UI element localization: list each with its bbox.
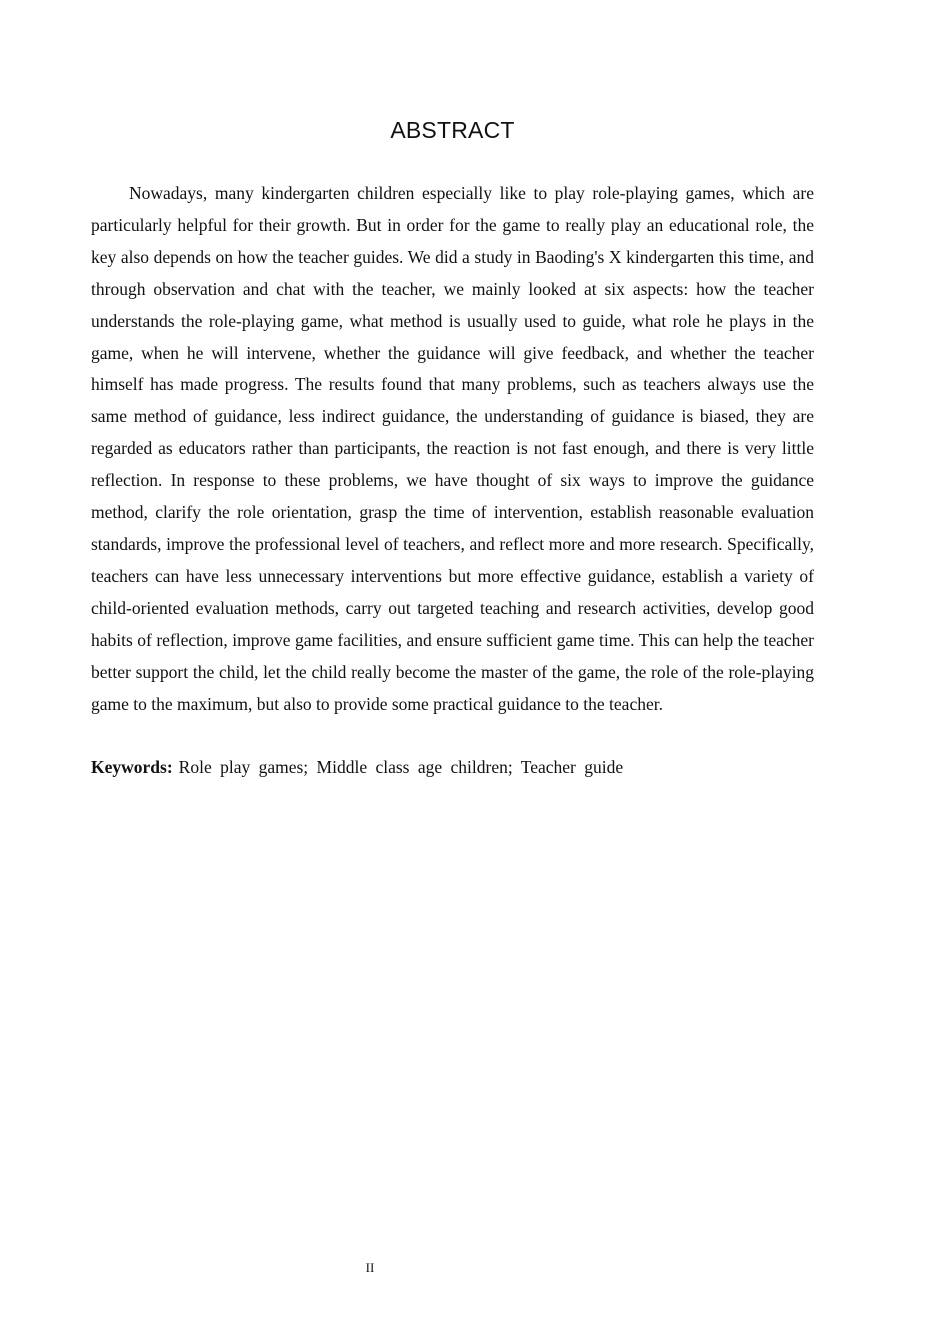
keywords-text: Role play games; Middle class age children; Teacher guide: [178, 757, 624, 777]
abstract-paragraph: Nowadays, many kindergarten children especially like to play role-playing games, which are particularly helpful for their growth. But in order for the game to really play an educational role, the key also depends on how the teacher guides. We did a study in Baoding's X kindergarten this time, and through observation and chat with the teacher, we mainly looked at six aspects: how the teacher understands the role-playing game, what method is usually used to guide, what role he plays in the game, when he will intervene, whether the guidance will give feedback, and whether the teacher himself has made progress. The results found that many problems, such as teachers always use the same method of guidance, less indirect guidance, the understanding of guidance is biased, they are regarded as educators rather than participants, the reaction is not fast enough, and there is very little reflection. In response to these problems, we have thought of six ways to improve the guidance method, clarify the role orientation, grasp the time of intervention, establish reasonable evaluation standards, improve the professional level of teachers, and reflect more and more research. Specifically, teachers can have less unnecessary interventions but more effective guidance, establish a variety of child-oriented evaluation methods, carry out targeted teaching and research activities, develop good habits of reflection, improve game facilities, and ensure sufficient game time. This can help the teacher better support the child, let the child really become the master of the game, the role of the role-playing game to the maximum, but also to provide some practical guidance to the teacher.: [91, 183, 814, 714]
page-number: II: [365, 1260, 375, 1275]
keywords-line: [91, 752, 814, 784]
page-title: ABSTRACT: [390, 117, 515, 143]
keywords-label: Keywords:: [91, 757, 173, 777]
